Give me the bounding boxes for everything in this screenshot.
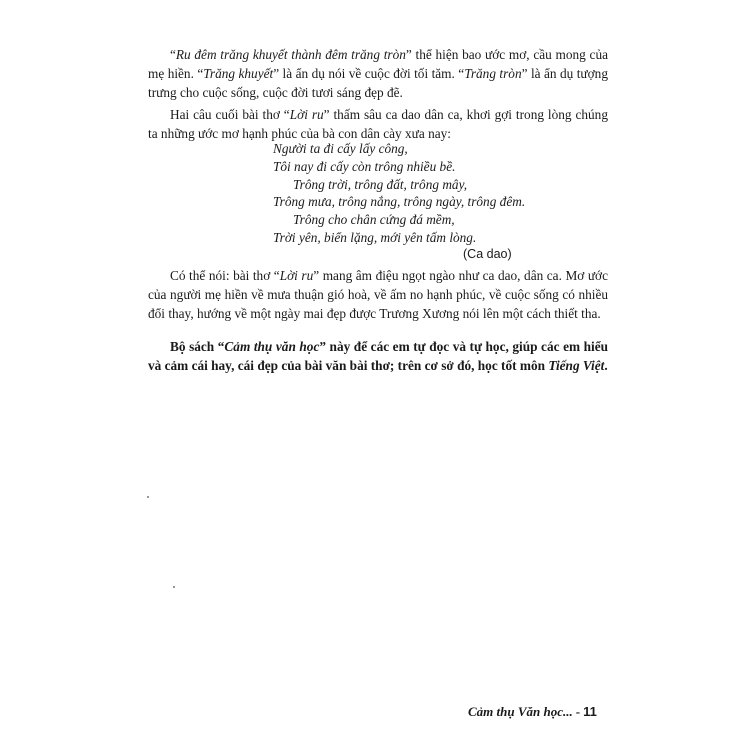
footer-separator: - — [575, 704, 581, 719]
page-number: 11 — [583, 704, 597, 719]
paragraph-2 — [148, 105, 608, 143]
quote-ru-dem: Ru đêm trăng khuyết thành đêm trăng tròn — [175, 47, 406, 62]
paragraph-4-text-3: . — [604, 358, 608, 373]
paragraph-1: “Ru đêm trăng khuyết thành đêm trăng tròn” thể hiện bao ước mơ, cầu mong của mẹ hiền. “Trăng khuyết” là ẩn dụ nói về cuộc đời tối tăm. “Trăng tròn” là ẩn dụ tượng trưng cho cuộc sống, cuộc đời tươi sáng đẹp đẽ. — [148, 47, 608, 100]
poem-line-4: Trông mưa, trông nắng, trông ngày, trông đêm. — [273, 194, 526, 210]
scan-speck — [173, 586, 175, 588]
paragraph-3-text-2: ” mang âm điệu ngọt ngào như ca dao, dân ca. Mơ ước của người mẹ hiền về mưa thuận gió hoà, về ấm no hạnh phúc, về cuộc sống có nhiều đổi thay, hướng về một ngày mai đẹp được Trương Xương nói lên một cách thiết tha. — [148, 268, 608, 321]
poem-line-2: Tôi nay đi cấy còn trông nhiều bề. — [273, 158, 456, 174]
scan-speck — [147, 496, 149, 498]
poem-line-5: Trông cho chân cứng đá mềm, — [293, 212, 455, 228]
poem-source: (Ca dao) — [463, 247, 512, 261]
quote-trang-tron: Trăng tròn — [464, 66, 522, 81]
paragraph-3-text-1: Có thể nói: bài thơ “ — [170, 268, 280, 283]
paragraph-3 — [148, 266, 608, 323]
poem-line-6: Trời yên, biển lặng, mới yên tấm lòng. — [273, 229, 477, 245]
paragraph-4 — [148, 337, 608, 375]
paragraph-4-text-2: ” này để các em tự đọc và tự học, giúp các em hiểu và cảm cái hay, cái đẹp của bài văn bài thơ; trên cơ sở đó, học tốt môn — [148, 339, 608, 373]
folk-poem — [265, 140, 565, 247]
poem-line-1: Người ta đi cấy lấy công, — [273, 141, 408, 156]
book-series-title: Cảm thụ văn học — [224, 339, 320, 354]
quote-trang-khuyet: Trăng khuyết — [203, 66, 274, 81]
poem-title-loi-ru: Lời ru — [289, 107, 324, 122]
paragraph-4-text-1: Bộ sách “ — [170, 339, 225, 354]
footer-book-title: Cảm thụ Văn học... — [468, 704, 573, 719]
paragraph-1-text-1: thể hiện bao ước mơ, cầu mong của mẹ hiền. — [148, 47, 608, 81]
subject-name: Tiếng Việt — [548, 358, 605, 373]
paragraph-2-text-2: ” thấm sâu ca dao dân ca, khơi gợi trong lòng chúng ta những ước mơ hạnh phúc của bà con dân cày xưa nay: — [148, 107, 608, 141]
paragraph-1-text-2: là ẩn dụ nói về cuộc đời tối tăm. — [279, 66, 459, 81]
page-footer — [468, 704, 597, 720]
poem-line-3: Trông trời, trông đất, trông mây, — [293, 176, 468, 192]
paragraph-2-text-1: Hai câu cuối bài thơ “ — [170, 107, 290, 122]
paragraph-1-text-3: là ẩn dụ tượng trưng cho cuộc sống, cuộc đời tươi sáng đẹp đẽ. — [148, 66, 608, 100]
paragraph-3-title: Lời ru — [279, 268, 314, 283]
